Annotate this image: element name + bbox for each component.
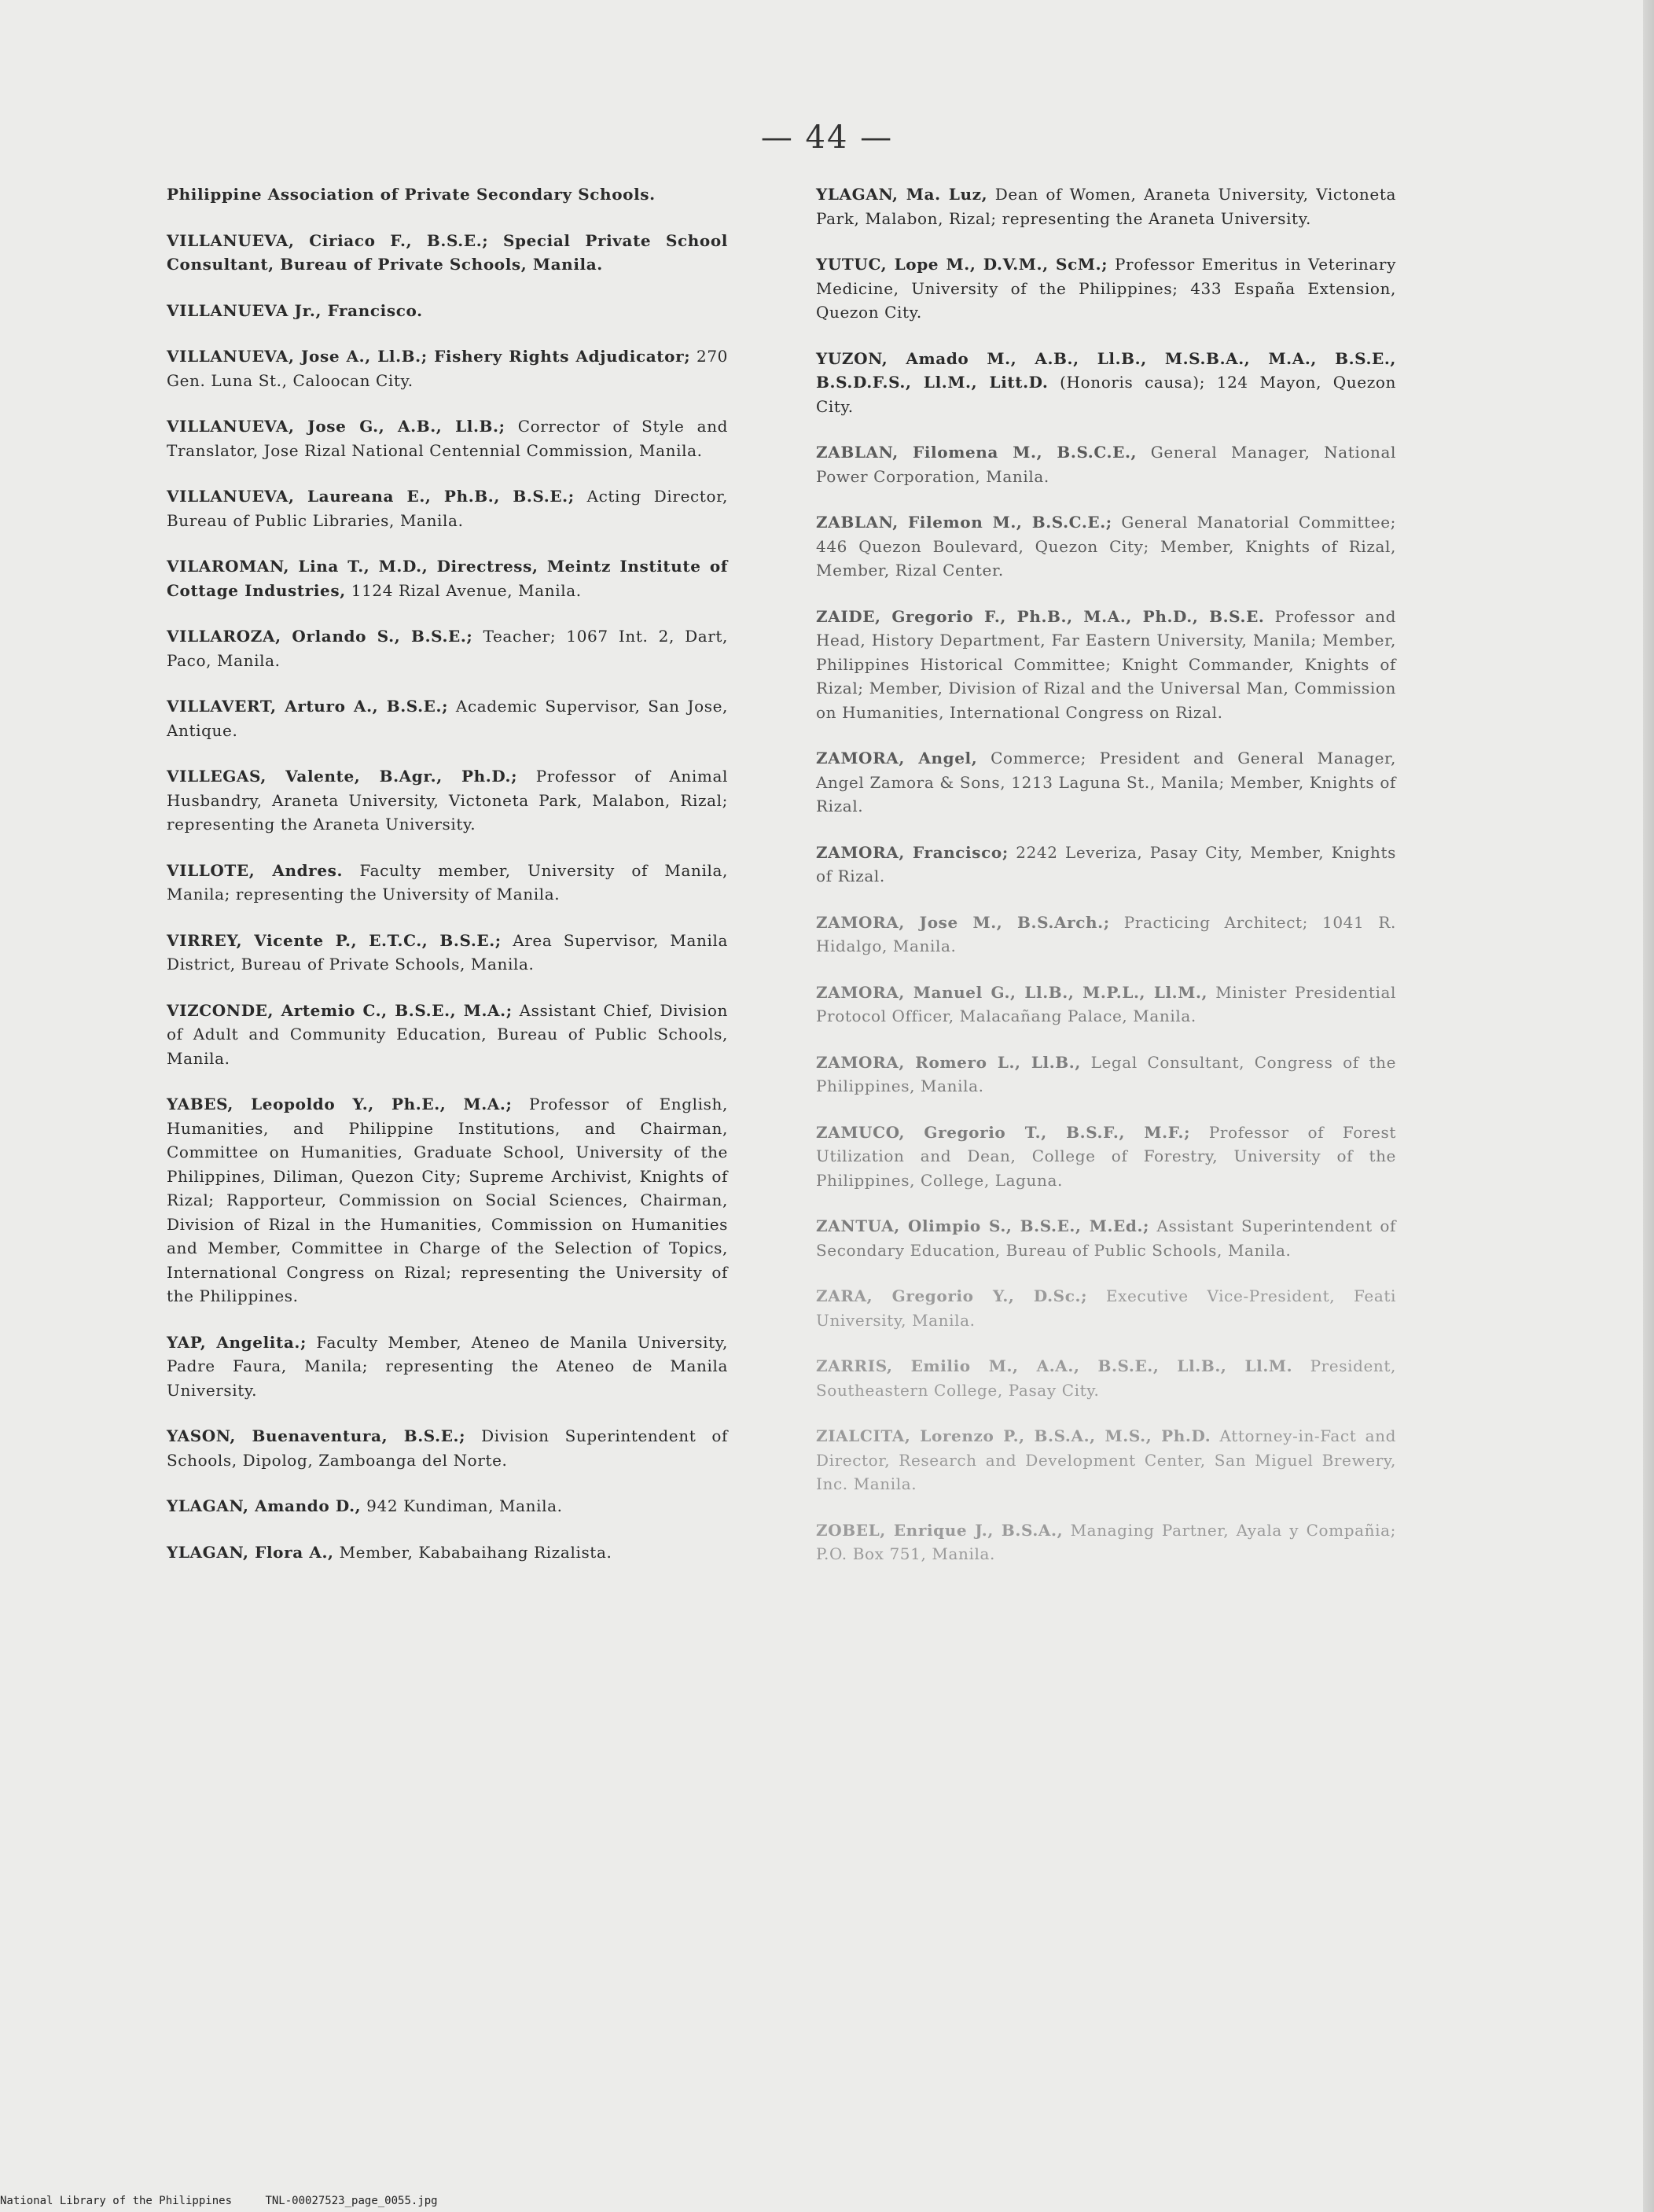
entry-detail: Professor of Forest Utilization and Dean, College of Forestry, University of the Philippines, College, Laguna.: [816, 1122, 1396, 1190]
directory-entry: [167, 414, 728, 462]
entry-name: VILLANUEVA, Ciriaco F., B.S.E.; Special Private School Consultant, Bureau of Private Schools, Manila.: [167, 230, 728, 274]
entry-detail: Commerce; President and General Manager, Angel Zamora & Sons, 1213 Laguna St., Manila; Member, Knights of Rizal.: [816, 749, 1396, 815]
entry-name: YLAGAN, Ma. Luz,: [816, 185, 988, 204]
directory-entry: [816, 911, 1396, 959]
entry-name: VILLANUEVA, Jose A., Ll.B.; Fishery Rights Adjudicator;: [167, 347, 691, 366]
directory-entry: [167, 859, 728, 907]
directory-entry: [816, 841, 1396, 889]
directory-entry: [816, 605, 1396, 725]
entry-name: ZAMORA, Jose M., B.S.Arch.;: [816, 912, 1110, 932]
entry-detail: Legal Consultant, Congress of the Philippines, Manila.: [816, 1052, 1397, 1095]
entry-name: YABES, Leopoldo Y., Ph.E., M.A.;: [167, 1095, 513, 1113]
entry-detail: Executive Vice-President, Feati University, Manila.: [816, 1286, 1397, 1330]
page-number: — 44 —: [760, 120, 894, 156]
directory-entry: [167, 1331, 728, 1403]
entry-detail: Minister Presidential Protocol Officer, Malacañang Palace, Manila.: [816, 982, 1396, 1025]
entry-detail: Faculty Member, Ateneo de Manila University, Padre Faura, Manila; representing the Ateneo de Manila University.: [167, 1332, 728, 1400]
entry-detail: Practicing Architect; 1041 R. Hidalgo, Manila.: [816, 912, 1396, 955]
left-column: [167, 182, 728, 1586]
entry-detail: General Manager, National Power Corporation, Manila.: [816, 443, 1396, 486]
directory-entry: [816, 1518, 1396, 1566]
footer-file: TNL-00027523_page_0055.jpg: [265, 2195, 438, 2207]
entry-name: YAP, Angelita.;: [167, 1332, 307, 1352]
entry-name: VILLEGAS, Valente, B.Agr., Ph.D.;: [167, 767, 518, 786]
footer-library: National Library of the Philippines: [0, 2195, 233, 2207]
directory-entry: [167, 929, 728, 977]
entry-name: VILLAROZA, Orlando S., B.S.E.;: [167, 627, 473, 646]
directory-entry: [167, 1540, 728, 1565]
entry-name: ZIALCITA, Lorenzo P., B.S.A., M.S., Ph.D.: [816, 1426, 1211, 1445]
entry-detail: General Manatorial Committee; 446 Quezon Boulevard, Quezon City; Member, Knights of Rizal, Member, Rizal Center.: [816, 513, 1396, 580]
entry-name: YLAGAN, Amando D.,: [167, 1496, 362, 1515]
directory-entry: [816, 347, 1396, 419]
entry-name: VILAROMAN, Lina T., M.D., Directress, Meintz Institute of Cottage Industries,: [167, 557, 728, 600]
entry-detail: Division Superintendent of Schools, Dipolog, Zamboanga del Norte.: [167, 1426, 728, 1470]
entry-detail: 270 Gen. Luna St., Caloocan City.: [167, 347, 728, 390]
entry-detail: Professor of English, Humanities, and Philippine Institutions, and Chairman, Committee on Humanities, Graduate School, University of the Philippines, Diliman, Quezon City; Supreme Archivist, Knights of Rizal; Rapporteur, Commission on Social Sciences, Chairman, Division of Rizal in the Humanities, Commission on Humanities and Member, Committee in Charge of the Selection of Topics, International Congress on Rizal; representing the University of the Philippines.: [167, 1095, 728, 1305]
entry-detail: Professor of Animal Husbandry, Araneta University, Victoneta Park, Malabon, Rizal; representing the Araneta University.: [167, 767, 728, 834]
directory-entry: [816, 1214, 1396, 1262]
entry-detail: 1124 Rizal Avenue, Manila.: [345, 580, 582, 600]
entry-detail: Assistant Chief, Division of Adult and Community Education, Bureau of Public Schools, Manila.: [167, 1000, 728, 1068]
directory-entry: [816, 252, 1396, 325]
entry-name: VILLOTE, Andres.: [167, 860, 344, 880]
entry-name: VILLANUEVA, Laureana E., Ph.B., B.S.E.;: [167, 487, 575, 506]
directory-entry: [816, 1051, 1396, 1099]
directory-entry: [167, 1092, 728, 1308]
entry-name: ZABLAN, Filomena M., B.S.C.E.,: [816, 443, 1138, 462]
directory-entry: [167, 999, 728, 1071]
entry-name: VIZCONDE, Artemio C., B.S.E., M.A.;: [167, 1000, 513, 1020]
entry-detail: Acting Director, Bureau of Public Libraries, Manila.: [167, 487, 728, 530]
entry-name: ZOBEL, Enrique J., B.S.A.,: [816, 1520, 1064, 1540]
footer: [0, 2195, 465, 2207]
directory-entry: [816, 510, 1396, 583]
entry-name: YUZON, Amado M., A.B., Ll.B., M.S.B.A., M.A., B.S.E., B.S.D.F.S., Ll.M., Litt.D.: [816, 348, 1396, 392]
entry-detail: Teacher; 1067 Int. 2, Dart, Paco, Manila.: [167, 627, 729, 670]
entry-detail: Assistant Superintendent of Secondary Education, Bureau of Public Schools, Manila.: [816, 1216, 1396, 1260]
entry-name: VILLANUEVA, Jose G., A.B., Ll.B.;: [167, 417, 505, 436]
directory-entry: [167, 182, 728, 207]
entry-detail: Attorney-in-Fact and Director, Research and Development Center, San Miguel Brewery, Inc. Manila.: [816, 1426, 1396, 1493]
entry-name: ZABLAN, Filemon M., B.S.C.E.;: [816, 513, 1112, 532]
entry-detail: President, Southeastern College, Pasay City.: [816, 1356, 1396, 1400]
entry-name: VILLANUEVA Jr., Francisco.: [167, 300, 423, 320]
scan-edge: [1643, 0, 1654, 2212]
entry-detail: Faculty member, University of Manila, Manila; representing the University of Manila.: [167, 860, 728, 904]
directory-entry: [167, 229, 728, 277]
entry-name: YLAGAN, Flora A.,: [167, 1542, 334, 1562]
entry-detail: Area Supervisor, Manila District, Bureau of Private Schools, Manila.: [167, 930, 728, 974]
entry-name: YUTUC, Lope M., D.V.M., ScM.;: [816, 255, 1108, 274]
directory-entry: [167, 764, 728, 837]
entry-name: ZAIDE, Gregorio F., Ph.B., M.A., Ph.D., B.S.E.: [816, 606, 1265, 626]
entry-name: VIRREY, Vicente P., E.T.C., B.S.E.;: [167, 930, 502, 950]
directory-entry: [816, 1284, 1396, 1332]
entry-name: ZARA, Gregorio Y., D.Sc.;: [816, 1286, 1088, 1305]
entry-detail: (Honoris causa); 124 Mayon, Quezon City.: [816, 373, 1396, 416]
directory-entry: [816, 1121, 1396, 1193]
entry-detail: 942 Kundiman, Manila.: [361, 1496, 563, 1515]
entry-name: ZAMORA, Romero L., Ll.B.,: [816, 1052, 1081, 1072]
entry-name: ZAMORA, Angel,: [816, 749, 978, 767]
directory-entry: [816, 1354, 1396, 1402]
entry-name: VILLAVERT, Arturo A., B.S.E.;: [167, 697, 449, 716]
entry-name: ZAMORA, Francisco;: [816, 842, 1009, 862]
entry-name: ZANTUA, Olimpio S., B.S.E., M.Ed.;: [816, 1216, 1149, 1235]
entry-detail: Member, Kababaihang Rizalista.: [333, 1542, 612, 1562]
entry-name: Philippine Association of Private Secondary Schools.: [167, 185, 656, 204]
directory-entry: [167, 554, 728, 602]
entry-detail: Dean of Women, Araneta University, Victoneta Park, Malabon, Rizal; representing the Araneta University.: [816, 185, 1396, 228]
entry-detail: 2242 Leveriza, Pasay City, Member, Knights of Rizal.: [816, 842, 1396, 885]
directory-entry: [167, 1424, 728, 1472]
entry-detail: Corrector of Style and Translator, Jose Rizal National Centennial Commission, Manila.: [167, 417, 728, 460]
directory-entry: [167, 484, 728, 532]
directory-entry: [816, 746, 1396, 819]
directory-entry: [167, 299, 728, 323]
entry-name: ZAMUCO, Gregorio T., B.S.F., M.F.;: [816, 1122, 1191, 1142]
directory-entry: [816, 440, 1396, 488]
directory-entry: [816, 1424, 1396, 1496]
entry-detail: Professor and Head, History Department, Far Eastern University, Manila; Member, Philippines Historical Committee; Knight Commander, Knights of Rizal; Member, Division of Rizal and the Universal Man, Commission on Humanities, International Congress on Rizal.: [816, 606, 1396, 722]
directory-entry: [167, 624, 728, 672]
directory-entry: [816, 182, 1396, 230]
directory-entry: [167, 694, 728, 742]
entry-name: ZARRIS, Emilio M., A.A., B.S.E., Ll.B., Ll.M.: [816, 1356, 1293, 1375]
entry-detail: Academic Supervisor, San Jose, Antique.: [167, 697, 728, 740]
directory-entry: [816, 981, 1396, 1029]
entry-name: YASON, Buenaventura, B.S.E.;: [167, 1426, 466, 1445]
entry-name: ZAMORA, Manuel G., Ll.B., M.P.L., Ll.M.,: [816, 982, 1208, 1002]
directory-entry: [167, 1494, 728, 1518]
directory-entry: [167, 344, 728, 392]
right-column: [816, 182, 1396, 1588]
entry-detail: Managing Partner, Ayala y Compañia; P.O. Box 751, Manila.: [816, 1520, 1396, 1563]
entry-detail: Professor Emeritus in Veterinary Medicine, University of the Philippines; 433 España Extension, Quezon City.: [816, 255, 1396, 322]
